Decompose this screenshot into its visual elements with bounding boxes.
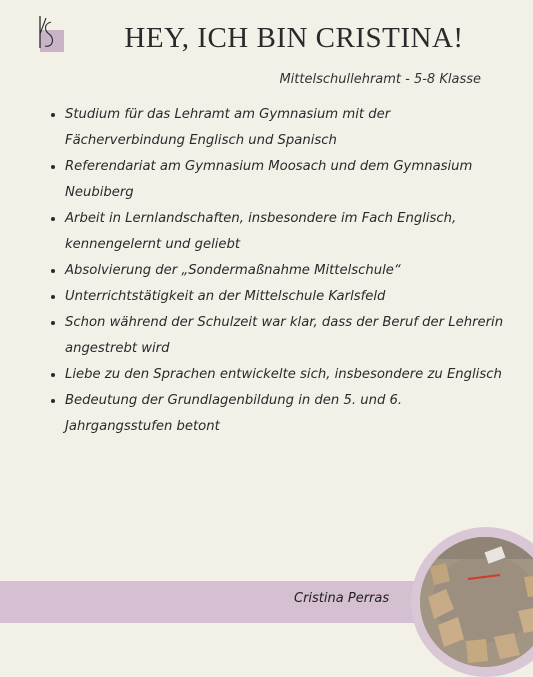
page-title: HEY, ICH BIN CRISTINA! — [124, 22, 464, 54]
list-item: • Schon während der Schulzeit war klar, dass der Beruf der Lehrerin angestrebt wird — [65, 310, 505, 362]
list-item: • Bedeutung der Grundlagenbildung in den 5. und 6. Jahrgangsstufen betont — [65, 388, 505, 440]
page-subtitle: Mittelschullehramt - 5-8 Klasse — [279, 72, 481, 87]
list-item: • Arbeit in Lernlandschaften, insbesondere im Fach Englisch, kennengelernt und geliebt — [65, 206, 505, 258]
list-item: • Unterrichtstätigkeit an der Mittelschule Karlsfeld — [65, 284, 505, 310]
list-item: • Liebe zu den Sprachen entwickelte sich, insbesondere zu Englisch — [65, 362, 505, 388]
list-item: • Referendariat am Gymnasium Moosach und dem Gymnasium Neubiberg — [65, 154, 505, 206]
author-name: Cristina Perras — [294, 591, 390, 606]
list-item: • Absolvierung der „Sondermaßnahme Mittelschule“ — [65, 258, 505, 284]
list-item: • Studium für das Lehramt am Gymnasium mit der Fächerverbindung Englisch und Spanisch — [65, 102, 505, 154]
bullet-list — [47, 102, 505, 440]
